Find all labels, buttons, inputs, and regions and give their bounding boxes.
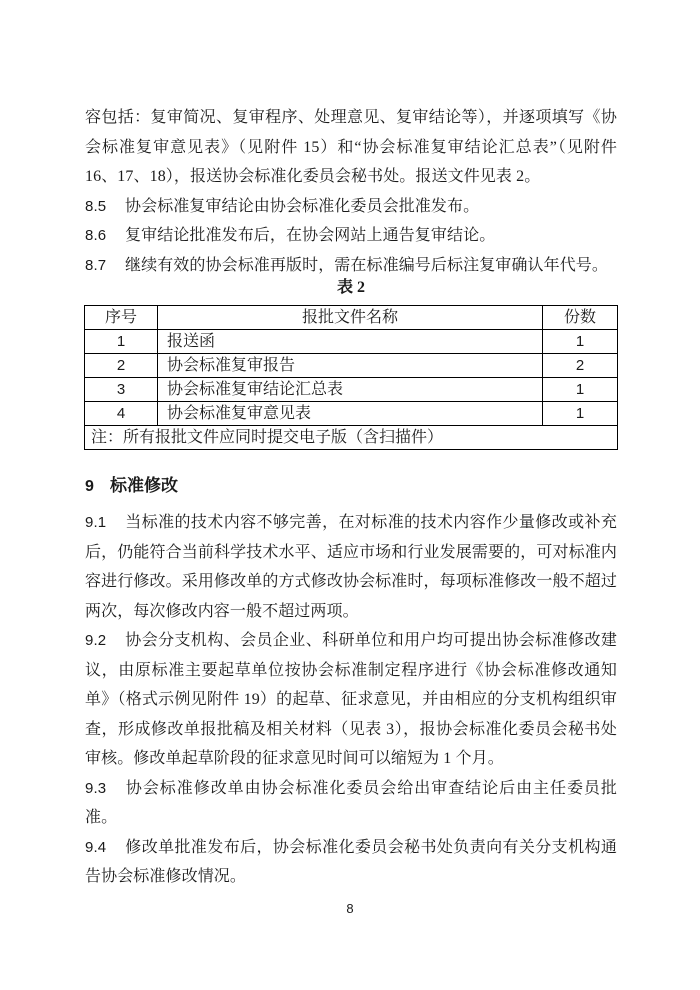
clause-number: 8.6 (85, 227, 107, 244)
table-row (85, 378, 618, 402)
cell-seq: 2 (85, 354, 158, 378)
clause-number: 9.3 (85, 779, 107, 797)
clause-9-2 (85, 626, 617, 774)
clause-number: 8.7 (85, 256, 107, 274)
cell-copies: 1 (543, 378, 618, 402)
cell-docname: 报送函 (158, 330, 543, 354)
clause-number: 9.4 (85, 838, 107, 856)
cell-seq: 3 (85, 378, 158, 402)
cell-seq: 4 (85, 402, 158, 426)
table-caption: 表 2 (336, 279, 365, 296)
clause-text: 协会标准复审结论由协会标准化委员会批准发布。 (125, 197, 480, 215)
clause-text: 协会分支机构、会员企业、科研单位和用户均可提出协会标准修改建议，由原标准主要起草单位按协会标准制定程序进行《协会标准修改通知单》（格式示例见附件 19）的起草、征求意见，并由相应的分支机构组织审查，形成修改单报批稿及相关材料（见表 3），报协会标准化委员会秘书处审核。修改单起草阶段的征求意见时间可以缩短为 1 个月。 (85, 632, 617, 767)
clause-number: 8.5 (85, 197, 107, 215)
cell-docname: 协会标准复审报告 (158, 354, 543, 378)
column-header-copies: 份数 (543, 306, 618, 330)
submission-documents-table (84, 305, 618, 450)
clause-9-3 (85, 774, 617, 833)
table-header-row (85, 306, 618, 330)
lower-text-block (85, 471, 617, 892)
table-note: 注：所有报批文件应同时提交电子版（含扫描件） (85, 426, 618, 450)
cell-copies: 2 (543, 354, 618, 378)
table-row (85, 330, 618, 354)
clause-text: 继续有效的协会标准再版时，需在标准编号后标注复审确认年代号。 (125, 256, 609, 274)
table-note-row (85, 426, 618, 450)
clause-text: 修改单批准发布后，协会标准化委员会秘书处负责向有关分支机构通告协会标准修改情况。 (85, 838, 617, 885)
cell-seq: 1 (85, 330, 158, 354)
column-header-seq: 序号 (85, 306, 158, 330)
column-header-docname: 报批文件名称 (158, 306, 543, 330)
section-title: 标准修改 (110, 476, 178, 495)
clause-text: 协会标准修改单由协会标准化委员会给出审查结论后由主任委员批准。 (85, 779, 617, 826)
clause-text: 当标准的技术内容不够完善，在对标准的技术内容作少量修改或补充后，仍能符合当前科学技术水平、适应市场和行业发展需要的，可对标准内容进行修改。采用修改单的方式修改协会标准时，每项标准修改一般不超过两次，每次修改内容一般不超过两项。 (85, 514, 617, 620)
cell-docname: 协会标准复审结论汇总表 (158, 378, 543, 402)
clause-8-5 (85, 192, 617, 222)
cell-copies: 1 (543, 402, 618, 426)
clause-9-1 (85, 508, 617, 626)
clause-9-4 (85, 833, 617, 892)
clause-number: 9.1 (85, 514, 107, 531)
table-row (85, 402, 618, 426)
clause-number: 9.2 (85, 632, 107, 649)
cell-copies: 1 (543, 330, 618, 354)
section-number: 9 (85, 478, 94, 495)
table-row (85, 354, 618, 378)
upper-text-block (85, 103, 617, 280)
clause-8-6 (85, 221, 617, 251)
section-9-heading (85, 471, 617, 502)
clause-text: 复审结论批准发布后，在协会网站上通告复审结论。 (125, 227, 496, 244)
page-number: 8 (346, 901, 354, 916)
intro-paragraph: 容包括：复审简况、复审程序、处理意见、复审结论等），并逐项填写《协会标准复审意见表》（见附件 15）和“协会标准复审结论汇总表”（见附件 16、17、18），报送协会标准化委员会秘书处。报送文件见表 2。 (85, 109, 617, 185)
cell-docname: 协会标准复审意见表 (158, 402, 543, 426)
